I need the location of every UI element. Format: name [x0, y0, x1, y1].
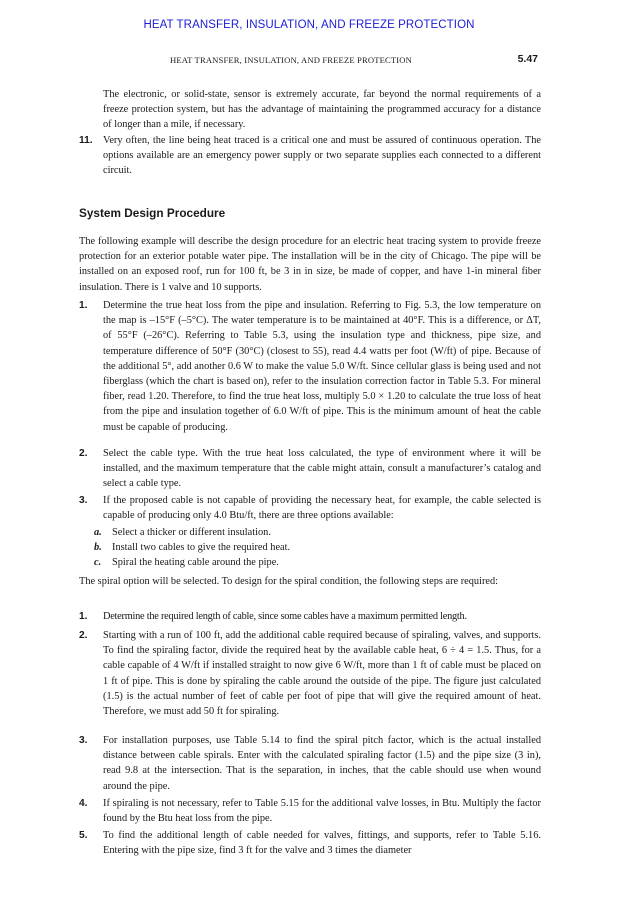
spiral-step-5 [79, 828, 541, 858]
intro-text: The electronic, or solid-state, sensor is extremely accurate, far beyond the normal requirements of a freeze protection system, but has the advantage of maintaining the programmed accuracy for a distance of longer than a mile, if necessary. [103, 89, 541, 131]
option-text: Select a thicker or different insulation. [112, 527, 271, 538]
item-text: Very often, the line being heat traced is a critical one and must be assured of continuous operation. The options available are an emergency power supply or two separate supplies each connected to a different circuit. [103, 135, 541, 177]
intro-paragraph [103, 87, 541, 133]
step-text: Determine the required length of cable, since some cables have a maximum permitted length. [103, 611, 467, 622]
step-text: If spiraling is not necessary, refer to Table 5.15 for the additional valve losses, in Btu. Multiply the factor found by the Btu heat loss from the pipe. [103, 798, 541, 825]
option-letter: c. [94, 557, 102, 568]
step-number: 2. [79, 448, 88, 459]
running-header: HEAT TRANSFER, INSULATION, AND FREEZE PROTECTION [170, 55, 413, 65]
spiral-step-1 [79, 609, 541, 624]
list-item-11 [79, 133, 541, 179]
step-number: 2. [79, 630, 88, 641]
option-text: Spiral the heating cable around the pipe. [112, 557, 279, 568]
option-c [94, 555, 534, 570]
step-text: If the proposed cable is not capable of providing the necessary heat, for example, the cable selected is capable of producing only 4.0 Btu/ft, there are three options available: [103, 495, 541, 522]
design-step-3 [79, 493, 541, 523]
spiral-paragraph [79, 574, 541, 589]
option-letter: a. [94, 527, 102, 538]
spiral-step-2 [79, 628, 541, 719]
step-number: 3. [79, 735, 88, 746]
step-text: Select the cable type. With the true heat loss calculated, the type of environment where it will be installed, and the maximum temperature that the cable might attain, consult a manufacturer’s catalog and select a cable type. [103, 448, 541, 490]
spiral-step-4 [79, 796, 541, 826]
design-step-1 [79, 298, 541, 435]
step-text: Determine the true heat loss from the pipe and insulation. Referring to Fig. 5.3, the low temperature on the map is –15°F (–5°C). The water temperature is to be maintained at 40°F. This is a difference, or ΔT, of 55°F (–26°C). Referring to Table 5.3, using the insulation type and thickness, pipe size, and temperature difference of 50°F (30°C) (closest to 55), read 4.4 watts per foot (W/ft) of pipe. Because of the additional 5°, add another 0.6 W to make the value 5.0 W/ft. Since cellular glass is being used and not fiberglass (which the chart is based on), refer to the insulation correction factor in Table 5.3. For mineral fiber, read 1.20. Therefore, to find the true heat loss, multiply 5.0 × 1.20 to calculate the true loss of heat from the pipe and insulation together of 6.0 W/ft of pipe. This is the minimum amount of heat the cable must be capable of producing. [103, 300, 541, 433]
step-text: Starting with a run of 100 ft, add the additional cable required because of spiraling, valves, and supports. To find the spiraling factor, divide the required heat by the available cable heat, 6 ÷ 4 = 1.5. Thus, for a cable capable of 4 W/ft if installed straight to now give 6 W/ft, more than 1 ft of cable must be placed on 1 ft of pipe. This is done by spiraling the cable around the outside of the pipe. The figure just calculated (1.5) is the actual number of feet of cable per foot of pipe that will give the required amount of heat. Therefore, we must add 50 ft for spiraling. [103, 630, 541, 718]
step-number: 3. [79, 495, 88, 506]
example-paragraph [79, 234, 541, 295]
example-text: The following example will describe the design procedure for an electric heat tracing system to provide freeze protection for an exterior potable water pipe. The installation will be in the city of Chicago. The pipe will be installed on an exposed roof, run for 100 ft, be 3 in in size, be made of copper, and have 1-in mineral fiber insulation. There is 1 valve and 10 supports. [79, 236, 541, 293]
step-number: 4. [79, 798, 88, 809]
spiral-text: The spiral option will be selected. To design for the spiral condition, the following steps are required: [79, 576, 499, 587]
step-text: For installation purposes, use Table 5.14 to find the spiral pitch factor, which is the actual installed distance between cable spirals. Enter with the calculated spiraling factor (1.5) and the pipe size (3 in), read 9.8 at the intersection. That is the separation, in inches, that the cable should use when wound around the pipe. [103, 735, 541, 792]
page-number: 5.47 [517, 53, 538, 65]
step-number: 1. [79, 611, 88, 622]
document-banner: HEAT TRANSFER, INSULATION, AND FREEZE PROTECTION [143, 19, 475, 31]
section-heading: System Design Procedure [79, 206, 226, 220]
step-number: 5. [79, 830, 88, 841]
option-b [94, 540, 534, 555]
option-a [94, 525, 534, 540]
step-text: To find the additional length of cable needed for valves, fittings, and supports, refer to Table 5.16. Entering with the pipe size, find 3 ft for the valve and 3 times the diameter [103, 830, 541, 857]
item-number: 11. [79, 135, 93, 146]
step-number: 1. [79, 300, 88, 311]
spiral-step-3 [79, 733, 541, 794]
option-text: Install two cables to give the required heat. [112, 542, 291, 553]
option-letter: b. [94, 542, 102, 553]
design-step-2 [79, 446, 541, 492]
